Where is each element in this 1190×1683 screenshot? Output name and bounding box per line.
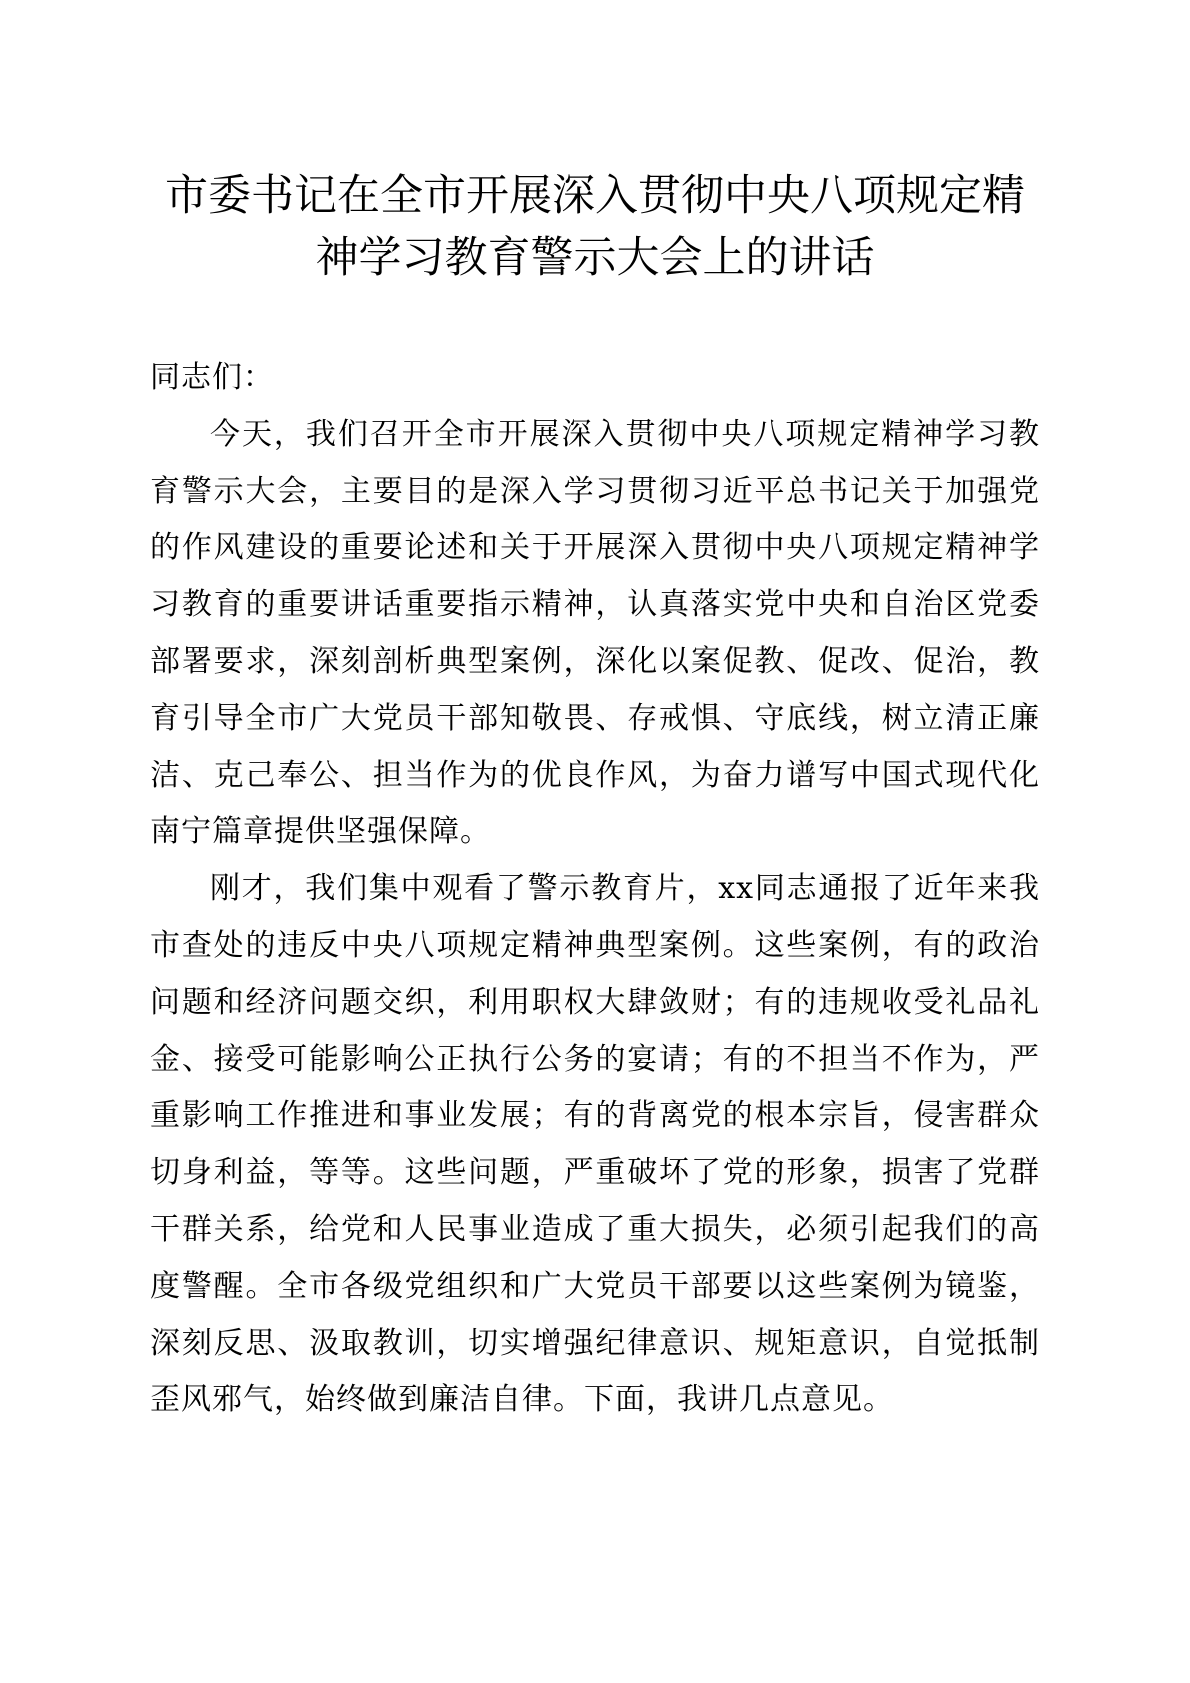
document-title [150,165,1040,289]
paragraph-1: 今天，我们召开全市开展深入贯彻中央八项规定精神学习教育警示大会，主要目的是深入学习贯彻习近平总书记关于加强党的作风建设的重要论述和关于开展深入贯彻中央八项规定精神学习教育的重要讲话重要指示精神，认真落实党中央和自治区党委部署要求，深刻剖析典型案例，深化以案促教、促改、促治，教育引导全市广大党员干部知敬畏、存戒惧、守底线，树立清正廉洁、克己奉公、担当作为的优良作风，为奋力谱写中国式现代化南宁篇章提供坚强保障。 [150,416,1040,850]
salutation: 同志们： [150,360,274,395]
title-line-2: 神学习教育警示大会上的讲话 [315,233,875,283]
paragraph-2: 刚才，我们集中观看了警示教育片，xx同志通报了近年来我市查处的违反中央八项规定精神典型案例。这些案例，有的政治问题和经济问题交织，利用职权大肆敛财；有的违规收受礼品礼金、接受可能影响公正执行公务的宴请；有的不担当不作为，严重影响工作推进和事业发展；有的背离党的根本宗旨，侵害群众切身利益，等等。这些问题，严重破坏了党的形象，损害了党群干群关系，给党和人民事业造成了重大损失，必须引起我们的高度警醒。全市各级党组织和广大党员干部要以这些案例为镜鉴，深刻反思、汲取教训，切实增强纪律意识、规矩意识，自觉抵制歪风邪气，始终做到廉洁自律。下面，我讲几点意见。 [150,871,1040,1418]
title-line-1: 市委书记在全市开展深入贯彻中央八项规定精 [165,171,1025,221]
document-body [150,350,1040,1429]
